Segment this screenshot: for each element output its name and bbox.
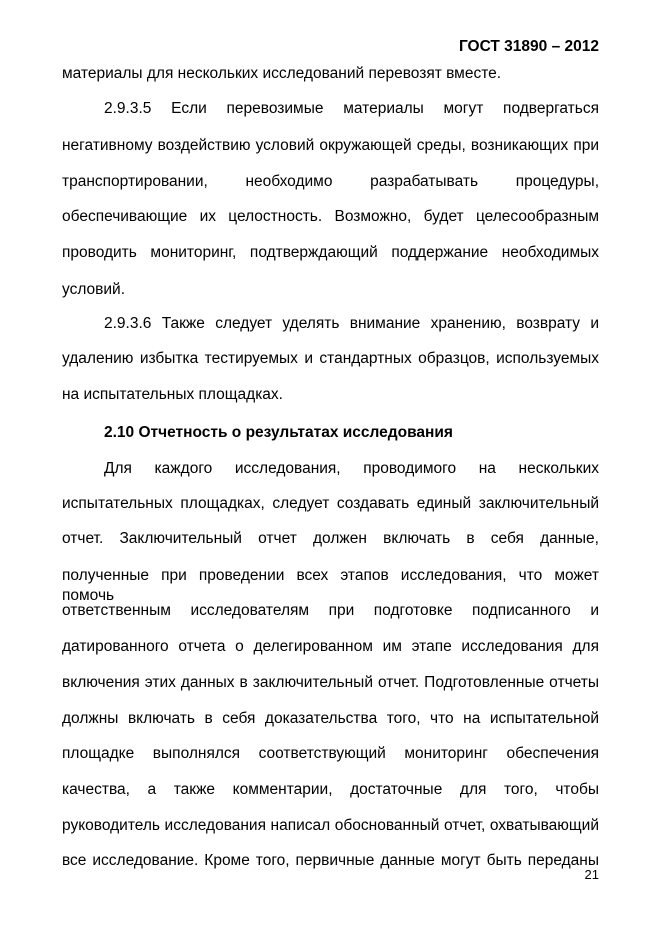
text-line: включения этих данных в заключительный отчет. Подготовленные отчеты <box>62 674 599 691</box>
text-line: Для каждого исследования, проводимого на нескольких <box>104 460 599 477</box>
text-line: площадке выполнялся соответствующий мониторинг обеспечения <box>62 745 599 762</box>
section-heading: 2.10 Отчетность о результатах исследования <box>104 424 453 441</box>
text-line: ответственным исследователям при подготовке подписанного и <box>62 602 599 619</box>
text-line: полученные при проведении всех этапов исследования, что может помочь <box>62 567 599 604</box>
text-line: негативному воздействию условий окружающей среды, возникающих при <box>62 137 599 154</box>
text-line: 2.9.3.5 Если перевозимые материалы могут подвергаться <box>104 100 599 117</box>
text-line: руководитель исследования написал обоснованный отчет, охватывающий <box>62 817 599 834</box>
text-line: все исследование. Кроме того, первичные данные могут быть переданы <box>62 852 599 869</box>
text-line: условий. <box>62 281 126 298</box>
text-line: качества, а также комментарии, достаточные для того, чтобы <box>62 781 599 798</box>
text-line: проводить мониторинг, подтверждающий поддержание необходимых <box>62 244 599 261</box>
text-line: удалению избытка тестируемых и стандартных образцов, используемых <box>62 350 599 367</box>
text-line: на испытательных площадках. <box>62 386 283 403</box>
text-line: испытательных площадках, следует создавать единый заключительный <box>62 495 599 512</box>
document-header: ГОСТ 31890 – 2012 <box>458 38 599 55</box>
text-line: материалы для нескольких исследований перевозят вместе. <box>62 65 502 82</box>
text-line: датированного отчета о делегированном им этапе исследования для <box>62 638 599 655</box>
text-line: 2.9.3.6 Также следует уделять внимание хранению, возврату и <box>104 315 599 332</box>
page-number: 21 <box>584 867 599 882</box>
text-line: отчет. Заключительный отчет должен включать в себя данные, <box>62 530 599 547</box>
text-line: должны включать в себя доказательства того, что на испытательной <box>62 710 599 727</box>
text-line: транспортировании, необходимо разрабатывать процедуры, <box>62 173 599 190</box>
text-line: обеспечивающие их целостность. Возможно, будет целесообразным <box>62 208 599 225</box>
